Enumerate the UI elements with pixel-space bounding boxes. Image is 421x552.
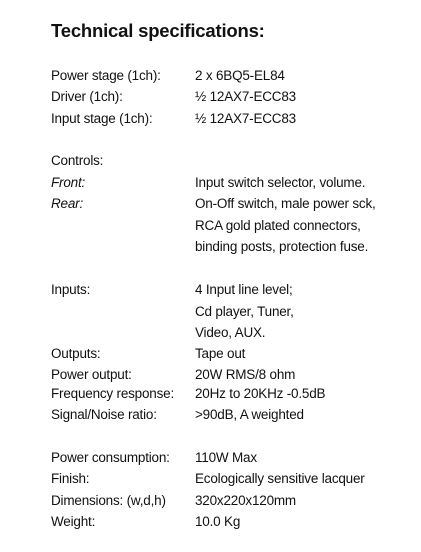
spec-label: Weight:: [51, 514, 96, 529]
spec-label: Power output:: [51, 367, 132, 382]
spec-label: Power consumption:: [51, 450, 170, 465]
spec-label: Frequency response:: [51, 386, 175, 401]
spec-value: ½ 12AX7-ECC83: [195, 111, 296, 126]
spec-value: Ecologically sensitive lacquer: [195, 471, 365, 486]
spec-label: Driver (1ch):: [51, 89, 123, 104]
rear-value-line: On-Off switch, male power sck,: [195, 196, 376, 211]
spec-row-signal-noise: [0, 405, 421, 425]
spec-value: ½ 12AX7-ECC83: [195, 89, 296, 104]
inputs-value-line: Cd player, Tuner,: [195, 304, 294, 319]
controls-heading: Controls:: [51, 153, 104, 168]
rear-label: Rear:: [51, 196, 84, 211]
spec-value: 20W RMS/8 ohm: [195, 367, 296, 382]
spec-row-input-stage: [0, 109, 421, 129]
spec-row-power-output: [0, 365, 421, 385]
spec-label: Dimensions: (w,d,h): [51, 493, 166, 508]
controls-heading-row: [0, 151, 421, 171]
spec-row-outputs: [0, 344, 421, 364]
spec-row-power-consumption: [0, 448, 421, 468]
spec-label: Finish:: [51, 471, 90, 486]
spec-value: 2 x 6BQ5-EL84: [195, 68, 285, 83]
spec-row-rear-cont: [0, 216, 421, 236]
spec-label: Signal/Noise ratio:: [51, 407, 157, 422]
spec-value: Tape out: [195, 346, 246, 361]
front-value: Input switch selector, volume.: [195, 175, 366, 190]
page-title: Technical specifications:: [51, 20, 265, 41]
spec-row-inputs: [0, 280, 421, 300]
spec-value: 320x220x120mm: [195, 493, 296, 508]
spec-row-driver: [0, 87, 421, 107]
spec-value: 20Hz to 20KHz -0.5dB: [195, 386, 326, 401]
spec-value: >90dB, A weighted: [195, 407, 304, 422]
spec-row-inputs-cont: [0, 302, 421, 322]
inputs-label: Inputs:: [51, 282, 91, 297]
spec-row-inputs-cont: [0, 323, 421, 343]
spec-row-finish: [0, 469, 421, 489]
spec-label: Input stage (1ch):: [51, 111, 153, 126]
rear-value-line: RCA gold plated connectors,: [195, 218, 361, 233]
inputs-value-line: 4 Input line level;: [195, 282, 293, 297]
spec-row-power-stage: [0, 66, 421, 86]
spec-row-rear: [0, 194, 421, 214]
spec-value: 110W Max: [195, 450, 257, 465]
spec-label: Power stage (1ch):: [51, 68, 161, 83]
spec-row-frequency-response: [0, 384, 421, 404]
rear-value-line: binding posts, protection fuse.: [195, 239, 369, 254]
inputs-value-line: Video, AUX.: [195, 325, 266, 340]
spec-row-rear-cont: [0, 237, 421, 257]
spec-row-dimensions: [0, 491, 421, 511]
spec-label: Outputs:: [51, 346, 101, 361]
spec-row-front: [0, 173, 421, 193]
front-label: Front:: [51, 175, 86, 190]
spec-value: 10.0 Kg: [195, 514, 241, 529]
spec-row-weight: [0, 512, 421, 532]
